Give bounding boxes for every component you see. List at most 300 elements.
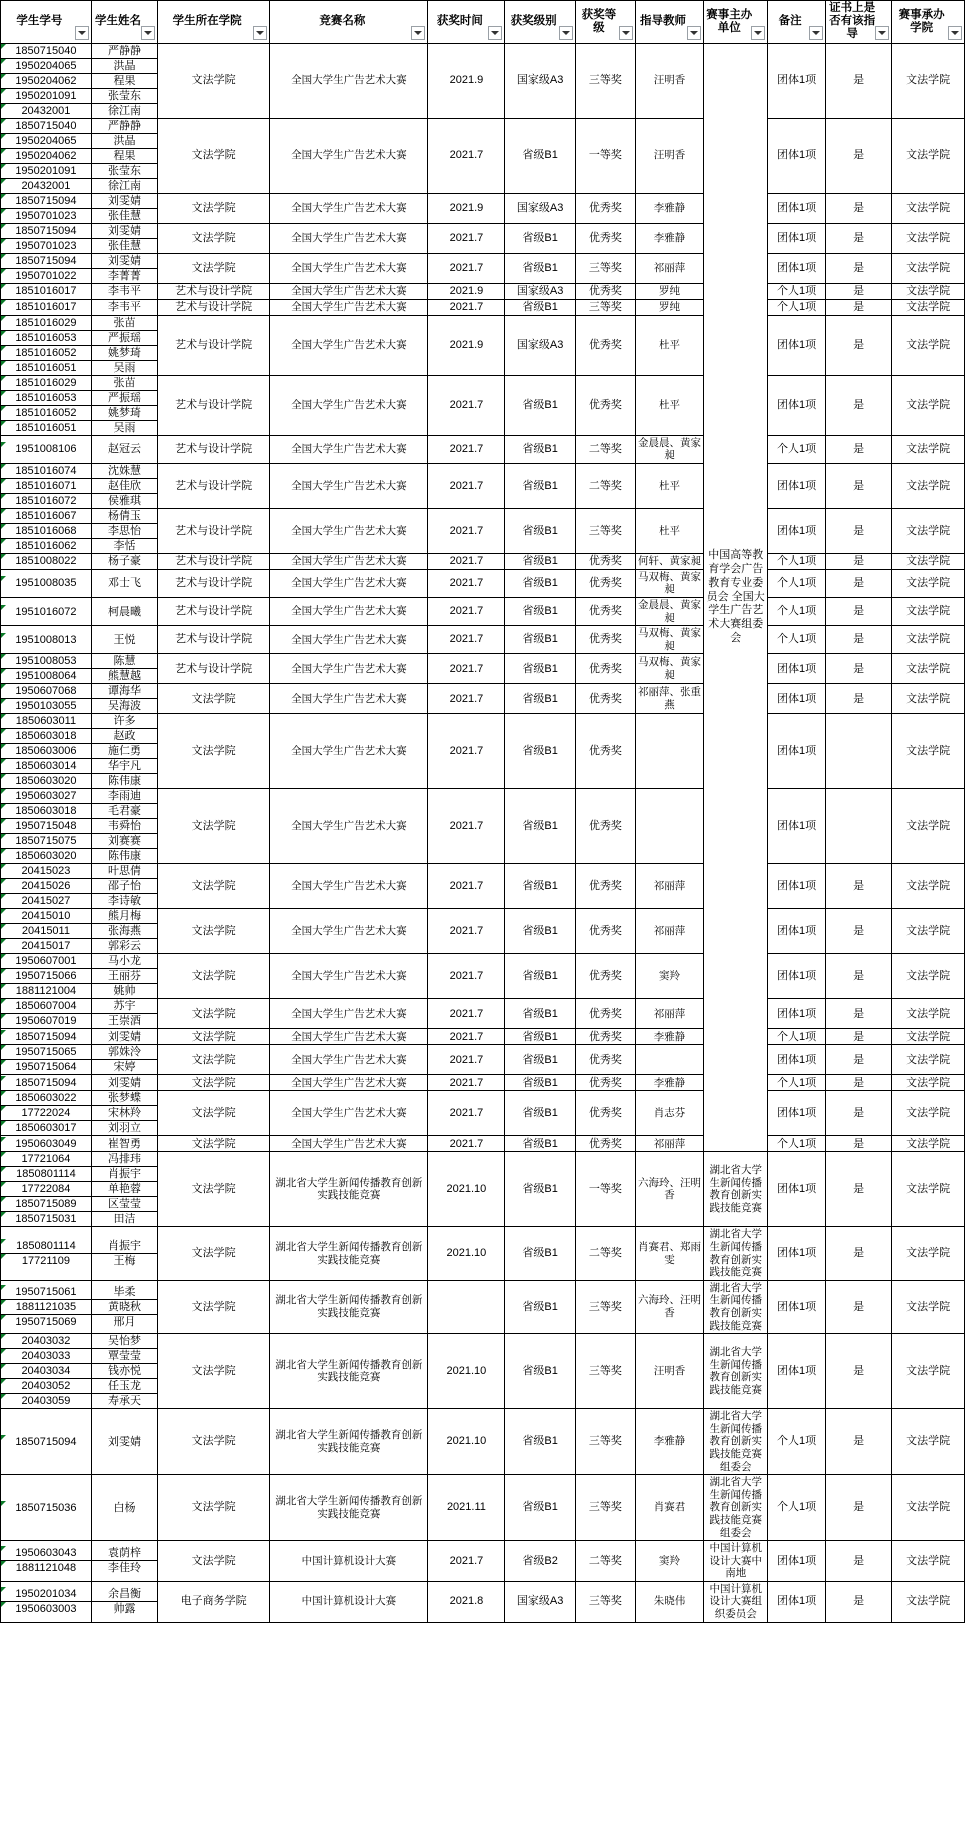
filter-icon[interactable] [559,26,573,40]
student-name: 李思怡 [92,524,157,539]
cell-award-date: 2021.7 [428,508,505,553]
cell-college: 艺术与设计学院 [158,463,270,508]
table-row [1,684,965,714]
table-row [1,598,965,626]
cell-error-marker [1,804,6,809]
cell-error-marker [1,209,6,214]
student-name: 张苗 [92,376,157,391]
cell-error-marker [1,1121,6,1126]
cell-student-names [91,714,157,789]
student-id: 1851016052 [1,406,91,421]
cell-award-grade: 三等奖 [575,1334,635,1409]
cell-certificate-has-advisor: 是 [825,909,891,954]
header-note[interactable]: 备注 [768,1,826,44]
student-name: 覃莹莹 [92,1349,157,1364]
student-name: 刘雯婧 [107,1030,141,1043]
student-id: 17721109 [1,1254,91,1268]
student-id: 1950701022 [1,269,91,283]
cell-advisor: 李雅静 [635,1075,703,1091]
cell-error-marker [1,576,6,581]
cell-advisor: 李雅静 [635,1409,703,1475]
cell-college: 艺术与设计学院 [158,654,270,684]
cell-error-marker [1,1137,6,1142]
cell-note: 团体1项 [768,654,826,684]
cell-contest-name: 全国大学生广告艺术大赛 [270,223,428,253]
cell-student-ids [1,654,92,684]
cell-certificate-has-advisor: 是 [825,954,891,999]
student-id: 1850715094 [1,254,91,269]
student-name: 李韦平 [107,301,141,314]
cell-certificate-has-advisor: 是 [825,1475,891,1541]
cell-note: 团体1项 [768,118,826,193]
cell-award-grade: 优秀奖 [575,283,635,299]
table-row [1,714,965,789]
cell-student-ids [1,1029,92,1045]
cell-contest-name: 全国大学生广告艺术大赛 [270,598,428,626]
student-id: 1950103055 [1,699,91,713]
cell-award-level: 省级B1 [505,909,576,954]
cell-college: 文法学院 [158,1136,270,1152]
cell-certificate-has-advisor: 是 [825,654,891,684]
filter-icon[interactable] [488,26,502,40]
cell-error-marker [1,164,6,169]
filter-icon[interactable] [751,26,765,40]
cell-organizing-college: 文法学院 [892,1227,965,1280]
student-name: 严振瑶 [92,391,157,406]
cell-award-level: 省级B1 [505,299,576,315]
cell-error-marker [1,119,6,124]
cell-note: 团体1项 [768,954,826,999]
cell-award-level: 省级B1 [505,1136,576,1152]
student-name: 吴怡梦 [92,1334,157,1349]
header-student-name[interactable]: 学生姓名 [91,1,157,44]
cell-award-date: 2021.7 [428,553,505,569]
cell-student-names [91,954,157,999]
cell-award-level: 省级B1 [505,999,576,1029]
student-name: 李诗敏 [107,895,141,908]
student-name: 杨子豪 [107,555,141,568]
cell-award-level: 省级B1 [505,1075,576,1091]
cell-student-ids [1,1075,92,1091]
header-organizing-college[interactable]: 赛事承办学院 [892,1,965,44]
cell-host-organization: 湖北省大学生新闻传播教育创新实践技能竞赛 [704,1334,768,1409]
student-id: 1950607019 [1,1014,91,1028]
cell-error-marker [1,89,6,94]
cell-error-marker [1,699,6,704]
cell-error-marker [1,1379,6,1384]
cell-error-marker [1,999,6,1004]
cell-award-date: 2021.7 [428,789,505,864]
cell-student-ids [1,1334,92,1409]
cell-error-marker [1,421,6,426]
student-id: 1850801114 [1,1239,91,1254]
student-id: 20432001 [1,179,91,193]
cell-organizing-college: 文法学院 [892,435,965,463]
cell-organizing-college: 文法学院 [892,1409,965,1475]
cell-contest-name: 湖北省大学生新闻传播教育创新实践技能竞赛 [270,1152,428,1227]
student-name: 刘赛赛 [92,834,157,849]
cell-student-names [91,508,157,553]
cell-certificate-has-advisor: 是 [825,1045,891,1075]
cell-certificate-has-advisor: 是 [825,508,891,553]
cell-student-ids [1,223,92,253]
cell-certificate-has-advisor: 是 [825,569,891,597]
student-id: 20403033 [1,1349,91,1364]
table-row [1,1334,965,1409]
student-name: 柯晨曦 [107,605,141,618]
student-name: 崔智勇 [107,1137,141,1150]
cell-award-date: 2021.11 [428,1475,505,1541]
filter-icon[interactable] [411,26,425,40]
cell-student-ids [1,569,92,597]
cell-award-grade: 优秀奖 [575,375,635,435]
cell-student-ids [1,909,92,954]
filter-icon[interactable] [948,26,962,40]
cell-award-level: 省级B1 [505,684,576,714]
cell-host-organization: 中国高等教育学会广告教育专业委员会 全国大学生广告艺术大赛组委会 [704,43,768,1152]
cell-award-level: 省级B1 [505,118,576,193]
filter-icon[interactable] [875,26,889,40]
student-name: 任玉龙 [92,1379,157,1394]
cell-advisor: 杜平 [635,463,703,508]
cell-award-grade: 三等奖 [575,508,635,553]
cell-organizing-college: 文法学院 [892,598,965,626]
cell-award-grade: 优秀奖 [575,1136,635,1152]
student-id: 1850607004 [1,999,91,1014]
cell-student-ids [1,193,92,223]
student-name: 严振瑶 [92,331,157,346]
cell-contest-name: 湖北省大学生新闻传播教育创新实践技能竞赛 [270,1409,428,1475]
cell-organizing-college: 文法学院 [892,315,965,375]
cell-error-marker [1,939,6,944]
cell-college: 艺术与设计学院 [158,299,270,315]
cell-award-grade: 优秀奖 [575,864,635,909]
student-name: 王崇酒 [107,1015,141,1028]
cell-contest-name: 全国大学生广告艺术大赛 [270,569,428,597]
cell-college: 文法学院 [158,43,270,118]
student-id: 1950607068 [1,684,91,699]
student-id: 1851016029 [1,316,91,331]
filter-icon[interactable] [141,26,155,40]
cell-award-grade: 三等奖 [575,299,635,315]
cell-organizing-college: 文法学院 [892,553,965,569]
student-id: 1950204065 [1,134,91,149]
student-id: 1850715031 [1,1212,91,1226]
cell-award-level: 国家级A3 [505,315,576,375]
cell-error-marker [1,284,6,289]
cell-award-date: 2021.7 [428,1045,505,1075]
cell-student-names [91,43,157,118]
header-award-level[interactable]: 获奖级别 [505,1,576,44]
cell-contest-name: 全国大学生广告艺术大赛 [270,1029,428,1045]
cell-error-marker [1,1334,6,1339]
cell-award-level: 省级B1 [505,463,576,508]
cell-student-names [91,864,157,909]
cell-award-grade: 优秀奖 [575,999,635,1029]
student-name: 刘雯婧 [92,254,157,269]
student-name: 吴雨 [113,421,136,434]
table-row [1,43,965,118]
cell-award-date: 2021.10 [428,1334,505,1409]
student-name: 徐江南 [107,179,141,192]
cell-contest-name: 全国大学生广告艺术大赛 [270,1045,428,1075]
cell-award-date: 2021.7 [428,1029,505,1045]
table-row [1,223,965,253]
cell-note: 个人1项 [768,299,826,315]
cell-college: 文法学院 [158,193,270,223]
student-id: 1950603027 [1,789,91,804]
cell-note: 团体1项 [768,1152,826,1227]
cell-error-marker [1,1602,6,1607]
cell-college: 艺术与设计学院 [158,626,270,654]
cell-certificate-has-advisor [825,714,891,789]
cell-error-marker [1,684,6,689]
cell-college: 文法学院 [158,954,270,999]
table-row [1,909,965,954]
cell-student-names [91,223,157,253]
student-name: 谭海华 [92,684,157,699]
cell-student-ids [1,684,92,714]
student-name: 张海燕 [92,924,157,939]
cell-error-marker [1,1349,6,1354]
cell-error-marker [1,1285,6,1290]
cell-award-grade: 优秀奖 [575,315,635,375]
cell-college: 文法学院 [158,1334,270,1409]
cell-student-names [91,909,157,954]
cell-error-marker [1,849,6,854]
cell-organizing-college: 文法学院 [892,569,965,597]
student-name: 毛君豪 [92,804,157,819]
cell-note: 个人1项 [768,553,826,569]
cell-award-grade: 优秀奖 [575,714,635,789]
header-student-id[interactable]: 学生学号 [1,1,92,44]
cell-student-ids [1,43,92,118]
student-name: 严静静 [92,44,157,59]
cell-note: 团体1项 [768,714,826,789]
cell-college: 艺术与设计学院 [158,315,270,375]
cell-award-date: 2021.10 [428,1409,505,1475]
cell-contest-name: 全国大学生广告艺术大赛 [270,864,428,909]
cell-award-level: 省级B1 [505,864,576,909]
student-id: 1950701023 [1,239,91,253]
student-id: 1951008064 [1,669,91,683]
student-id: 1850603017 [1,1121,91,1135]
student-name: 李佳玲 [107,1562,141,1575]
student-id: 1950204062 [1,149,91,164]
cell-advisor: 马双梅、黄家昶 [635,626,703,654]
cell-contest-name: 湖北省大学生新闻传播教育创新实践技能竞赛 [270,1475,428,1541]
student-name: 洪晶 [92,59,157,74]
cell-award-date: 2021.7 [428,654,505,684]
student-name: 郭姝泠 [92,1045,157,1060]
student-name: 叶思倩 [92,864,157,879]
cell-organizing-college: 文法学院 [892,283,965,299]
header-award-date[interactable]: 获奖时间 [428,1,505,44]
student-id: 1850801114 [1,1167,91,1182]
cell-organizing-college: 文法学院 [892,864,965,909]
student-id: 1851016051 [1,421,91,435]
cell-note: 团体1项 [768,315,826,375]
cell-student-names [91,435,157,463]
header-advisor[interactable]: 指导教师 [635,1,703,44]
cell-student-ids [1,315,92,375]
table-row [1,569,965,597]
cell-award-date: 2021.8 [428,1581,505,1622]
cell-certificate-has-advisor: 是 [825,1029,891,1045]
cell-award-date: 2021.7 [428,253,505,283]
student-name: 王悦 [113,633,136,646]
cell-award-date: 2021.9 [428,283,505,299]
cell-error-marker [1,406,6,411]
cell-contest-name: 湖北省大学生新闻传播教育创新实践技能竞赛 [270,1280,428,1333]
filter-icon[interactable] [75,26,89,40]
cell-error-marker [1,464,6,469]
cell-advisor: 祁丽萍 [635,253,703,283]
filter-icon[interactable] [687,26,701,40]
student-name: 陈伟康 [107,775,141,788]
header-contest-name[interactable]: 竞赛名称 [270,1,428,44]
student-name: 袁荫梓 [92,1546,157,1561]
cell-student-names [91,375,157,435]
cell-student-ids [1,1475,92,1541]
cell-student-names [91,789,157,864]
student-id: 1850603020 [1,774,91,788]
table-row [1,1280,965,1333]
student-name: 张莹东 [92,89,157,104]
cell-award-grade: 二等奖 [575,435,635,463]
student-id: 1850715040 [1,119,91,134]
cell-error-marker [1,819,6,824]
student-name: 帅露 [113,1603,136,1616]
student-name: 肖振宇 [92,1239,157,1254]
cell-note: 个人1项 [768,1409,826,1475]
cell-error-marker [1,239,6,244]
student-name: 张莹东 [92,164,157,179]
student-name: 刘雯婧 [107,1076,141,1089]
cell-error-marker [1,494,6,499]
cell-award-grade: 优秀奖 [575,909,635,954]
cell-advisor: 窦羚 [635,1541,703,1582]
cell-error-marker [1,524,6,529]
student-name: 许多 [92,714,157,729]
cell-note: 个人1项 [768,626,826,654]
header-host-organization[interactable]: 赛事主办单位 [704,1,768,44]
cell-error-marker [1,254,6,259]
cell-error-marker [1,224,6,229]
cell-certificate-has-advisor: 是 [825,1280,891,1333]
cell-student-ids [1,463,92,508]
cell-award-grade: 优秀奖 [575,954,635,999]
student-name: 余昌衡 [92,1587,157,1602]
cell-note: 个人1项 [768,598,826,626]
student-id: 1850715040 [1,44,91,59]
cell-advisor: 李雅静 [635,1029,703,1045]
cell-advisor: 金晨晨、黄家昶 [635,435,703,463]
header-certificate-has-advisor[interactable]: 证书上是否有该指导 [825,1,891,44]
cell-student-names [91,315,157,375]
cell-advisor: 马双梅、黄家昶 [635,569,703,597]
cell-note: 团体1项 [768,1581,826,1622]
student-name: 邵子怡 [92,879,157,894]
cell-contest-name: 湖北省大学生新闻传播教育创新实践技能竞赛 [270,1334,428,1409]
filter-icon[interactable] [619,26,633,40]
cell-organizing-college: 文法学院 [892,1136,965,1152]
cell-error-marker [1,1076,6,1081]
student-id: 1850715036 [1,1501,91,1515]
student-name: 刘雯婧 [107,1435,141,1448]
cell-student-ids [1,954,92,999]
cell-error-marker [1,1364,6,1369]
filter-icon[interactable] [809,26,823,40]
student-id: 1851016062 [1,539,91,553]
cell-note: 个人1项 [768,435,826,463]
student-id: 1950715065 [1,1045,91,1060]
student-id: 1850603018 [1,729,91,744]
cell-error-marker [1,1014,6,1019]
cell-error-marker [1,1300,6,1305]
cell-error-marker [1,1091,6,1096]
cell-award-date: 2021.9 [428,315,505,375]
header-college[interactable]: 学生所在学院 [158,1,270,44]
cell-host-organization: 湖北省大学生新闻传播教育创新实践技能竞赛组委会 [704,1475,768,1541]
header-award-grade[interactable]: 获奖等级 [575,1,635,44]
cell-award-level: 省级B1 [505,1029,576,1045]
cell-award-date: 2021.7 [428,299,505,315]
cell-organizing-college: 文法学院 [892,253,965,283]
filter-icon[interactable] [253,26,267,40]
cell-college: 艺术与设计学院 [158,375,270,435]
table-row [1,999,965,1029]
cell-student-ids [1,1409,92,1475]
student-name: 黄晓秋 [92,1300,157,1315]
cell-certificate-has-advisor: 是 [825,999,891,1029]
cell-organizing-college: 文法学院 [892,1280,965,1333]
student-id: 1950715061 [1,1285,91,1300]
cell-college: 文法学院 [158,1152,270,1227]
cell-student-ids [1,375,92,435]
student-name: 毕柔 [92,1285,157,1300]
cell-note: 团体1项 [768,1045,826,1075]
cell-organizing-college: 文法学院 [892,1475,965,1541]
cell-error-marker [1,894,6,899]
cell-certificate-has-advisor: 是 [825,375,891,435]
student-id: 17722024 [1,1106,91,1121]
cell-award-level: 省级B1 [505,223,576,253]
cell-error-marker [1,1546,6,1551]
cell-student-names [91,1091,157,1136]
cell-college: 电子商务学院 [158,1581,270,1622]
student-name: 王丽芬 [92,969,157,984]
cell-contest-name: 全国大学生广告艺术大赛 [270,508,428,553]
cell-error-marker [1,954,6,959]
cell-error-marker [1,1152,6,1157]
cell-advisor: 六海玲、汪明香 [635,1152,703,1227]
cell-advisor: 祁丽萍 [635,999,703,1029]
cell-note: 团体1项 [768,1280,826,1333]
student-id: 1850715094 [1,1030,91,1044]
cell-student-ids [1,435,92,463]
cell-college: 艺术与设计学院 [158,569,270,597]
cell-note: 团体1项 [768,1541,826,1582]
cell-organizing-college: 文法学院 [892,1075,965,1091]
student-id: 1850715075 [1,834,91,849]
cell-student-ids [1,714,92,789]
cell-student-ids [1,1541,92,1582]
student-name: 施仁勇 [92,744,157,759]
cell-note: 个人1项 [768,1136,826,1152]
student-id: 1850603018 [1,804,91,819]
cell-award-date: 2021.7 [428,435,505,463]
